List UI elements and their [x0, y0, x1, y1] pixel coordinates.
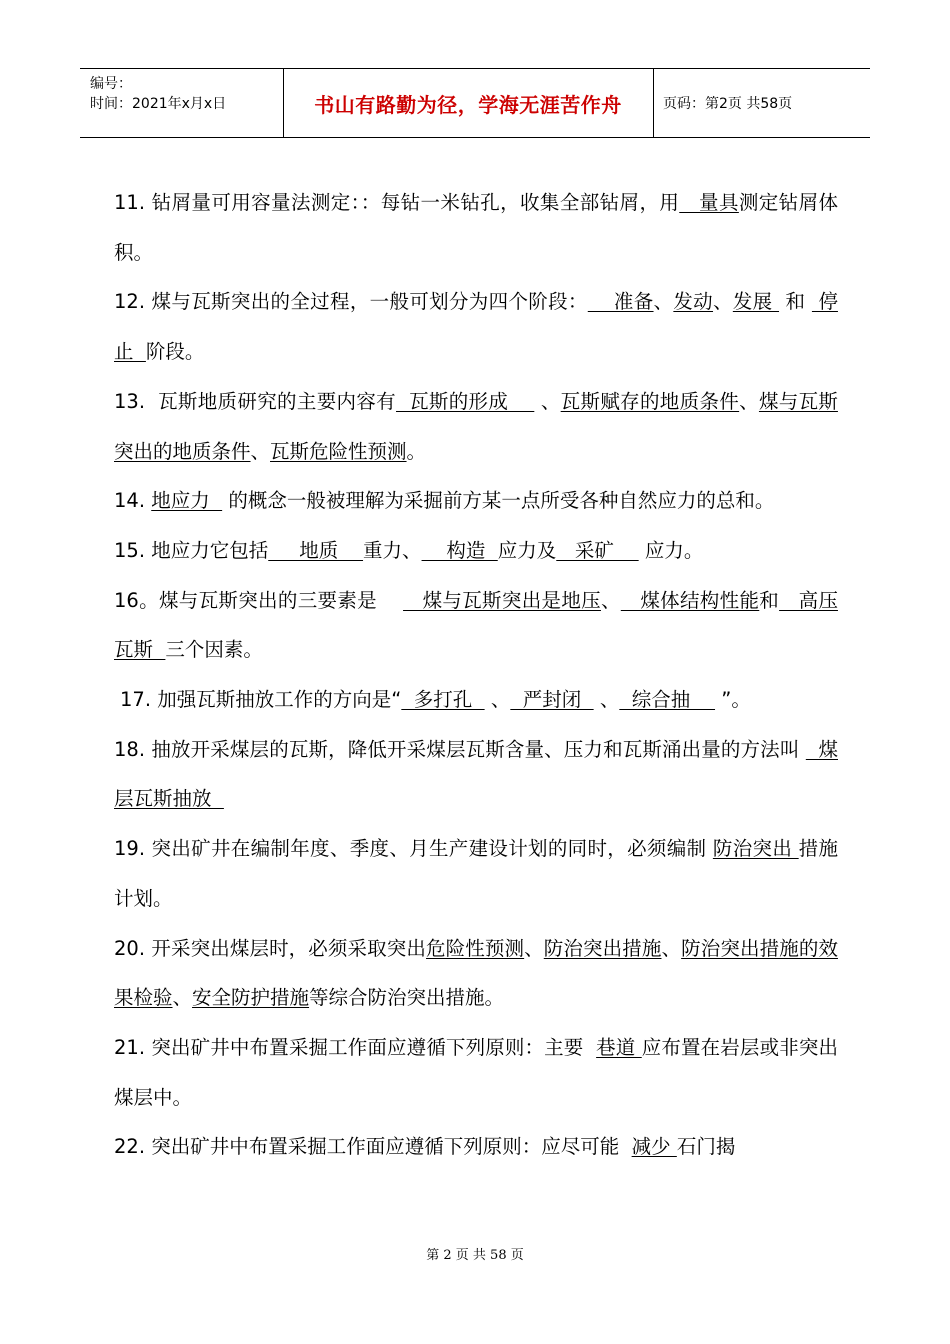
header-page-cell — [653, 69, 870, 137]
answer-blank: 煤体结构性能 — [620, 588, 760, 612]
question-list — [114, 178, 838, 1172]
question-item — [114, 675, 838, 725]
answer-blank: 煤与瓦斯突出的地质条件 — [114, 389, 838, 463]
question-number: 18 — [114, 737, 139, 761]
question-text: . 钻屑量可用容量法测定：：每钻一米钻孔，收集全部钻屑，用 — [138, 191, 680, 214]
question-text: 。 — [406, 439, 427, 463]
question-text: 三个因素。 — [165, 638, 263, 662]
header-page-code: 页码：第2页 共58页 — [663, 96, 793, 112]
answer-blank: 瓦斯赋存的地质条件 — [560, 389, 740, 413]
question-item — [114, 178, 838, 277]
question-text: 应力。 — [638, 538, 704, 562]
answer-blank: 高压瓦斯 — [114, 588, 838, 662]
question-text: 阶段。 — [145, 340, 205, 364]
question-item — [114, 476, 838, 526]
question-text: 、 — [524, 936, 544, 960]
answer-blank: 构造 — [421, 538, 498, 562]
question-item — [114, 824, 838, 923]
question-text: 和 — [779, 290, 812, 314]
answer-blank: 停止 — [114, 290, 838, 364]
question-text: . 煤与瓦斯突出的全过程，一般可划分为四个阶段： — [138, 290, 588, 314]
question-number: 17 — [120, 688, 145, 712]
answer-blank: 地质 — [268, 538, 364, 562]
question-text: . 抽放开采煤层的瓦斯，降低开采煤层瓦斯含量、压力和瓦斯涌出量的方法叫 — [138, 737, 806, 761]
question-number: 14 — [114, 489, 139, 513]
question-number: 19 — [114, 837, 139, 861]
question-text: . — [138, 489, 152, 513]
question-number: 22 — [114, 1135, 139, 1159]
answer-blank: 煤与瓦斯突出是地压 — [403, 588, 601, 612]
question-text: 、 — [534, 389, 561, 413]
question-number: 13 — [114, 389, 139, 413]
answer-blank: 地应力 — [151, 489, 223, 513]
question-text: 测定钻屑体积。 — [114, 191, 838, 264]
question-text: 措施计划。 — [114, 837, 838, 910]
answer-blank: 多打孔 — [401, 688, 485, 712]
question-text: . 突出矿井中布置采掘工作面应遵循下列原则：主要 — [138, 1035, 597, 1059]
header-meta-cell — [80, 69, 284, 137]
question-text: . 地应力它包括 — [138, 538, 269, 562]
answer-blank: 安全防护措施 — [192, 986, 310, 1010]
answer-blank: 瓦斯的形成 — [396, 389, 535, 413]
question-item — [114, 924, 838, 1023]
answer-blank: 危险性预测 — [426, 936, 525, 960]
question-item — [114, 377, 838, 476]
question-text: 和 — [759, 588, 780, 612]
answer-blank: 综合抽 — [619, 688, 716, 712]
question-text: . 开采突出煤层时，必须采取突出 — [138, 936, 427, 960]
answer-blank: 防治突出 — [712, 837, 799, 861]
question-text: 、 — [600, 588, 621, 612]
question-number: 20 — [114, 936, 139, 960]
question-text: . 突出矿井中布置采掘工作面应遵循下列原则：应尽可能 — [138, 1135, 632, 1159]
question-item — [114, 576, 838, 675]
question-text: 石门揭 — [676, 1135, 736, 1159]
question-text: 重力、 — [363, 538, 422, 562]
answer-blank: 煤层瓦斯抽放 — [114, 737, 838, 811]
answer-blank: 严封闭 — [510, 688, 594, 712]
question-number: 11 — [114, 191, 139, 214]
question-text: ”。 — [715, 688, 751, 712]
question-number: 16 — [114, 588, 139, 612]
question-text: 、 — [713, 290, 733, 314]
doc-id-label: 编号： — [90, 76, 132, 92]
question-text: 、 — [250, 439, 271, 463]
answer-blank: 防治突出措施 — [543, 936, 662, 960]
question-text: 、 — [172, 986, 193, 1010]
answer-blank: 防治突出措施的效果检验 — [114, 936, 838, 1010]
question-text: 应力及 — [497, 538, 557, 562]
question-text: . 加强瓦斯抽放工作的方向是“ — [144, 688, 402, 712]
question-text: 、 — [661, 936, 682, 960]
question-text: . 瓦斯地质研究的主要内容有 — [138, 389, 397, 413]
question-text: 、 — [653, 290, 674, 314]
answer-blank: 量具 — [679, 191, 739, 214]
question-text: 、 — [739, 389, 759, 413]
answer-blank: 发动 — [673, 290, 714, 314]
question-text: 等综合防治突出措施。 — [309, 986, 505, 1010]
answer-blank: 巷道 — [596, 1035, 642, 1059]
question-number: 12 — [114, 290, 139, 314]
question-text: 应布置在岩层或非突出煤层中。 — [114, 1035, 838, 1109]
question-number: 21 — [114, 1035, 139, 1059]
question-text: 。煤与瓦斯突出的三要素是 — [138, 588, 404, 612]
question-text: 、 — [593, 688, 620, 712]
question-text: 的概念一般被理解为采掘前方某一点所受各种自然应力的总和。 — [222, 489, 775, 513]
question-item — [114, 1023, 838, 1122]
answer-blank: 采矿 — [556, 538, 639, 562]
question-item — [114, 526, 838, 576]
page-header — [80, 68, 870, 138]
question-text: . 突出矿井在编制年度、季度、月生产建设计划的同时，必须编制 — [138, 837, 713, 861]
page-footer: 第 2 页 共 58 页 — [426, 1248, 524, 1263]
answer-blank: 准备 — [587, 290, 654, 314]
question-item — [114, 277, 838, 376]
answer-blank: 瓦斯危险性预测 — [270, 439, 407, 463]
answer-blank: 减少 — [631, 1135, 677, 1159]
header-motto-cell — [283, 69, 654, 137]
header-motto: 书山有路勤为径，学海无涯苦作舟 — [314, 92, 622, 117]
question-item — [114, 725, 838, 824]
answer-blank: 发展 — [732, 290, 780, 314]
question-text: 、 — [484, 688, 511, 712]
question-number: 15 — [114, 538, 139, 562]
doc-time-label: 时间：2021年x月x日 — [90, 96, 227, 112]
question-item — [114, 1122, 838, 1172]
